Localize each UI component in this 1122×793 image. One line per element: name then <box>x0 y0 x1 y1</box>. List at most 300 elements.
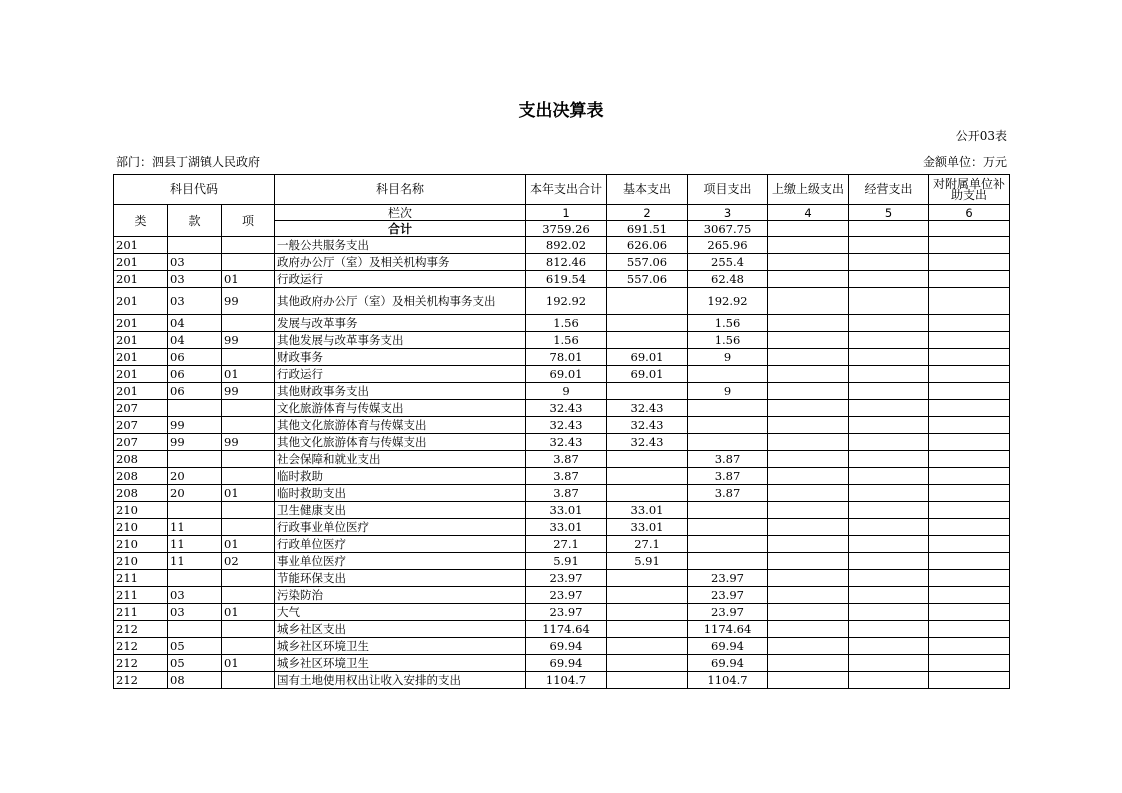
row-total: 5.91 <box>526 553 607 570</box>
row-business <box>849 400 929 417</box>
row-subsidy <box>929 288 1010 315</box>
row-subject-name: 其他政府办公厅（室）及相关机构事务支出 <box>275 288 526 315</box>
row-business <box>849 570 929 587</box>
table-row <box>114 553 1010 570</box>
header-total: 本年支出合计 <box>526 175 607 205</box>
row-total: 32.43 <box>526 400 607 417</box>
table-row <box>114 400 1010 417</box>
row-total: 33.01 <box>526 519 607 536</box>
row-xiang: 01 <box>222 536 275 553</box>
row-subsidy <box>929 468 1010 485</box>
table-row <box>114 237 1010 254</box>
row-subsidy <box>929 502 1010 519</box>
row-upper <box>768 468 849 485</box>
row-lei: 201 <box>114 315 168 332</box>
col-number-3: 3 <box>688 205 768 221</box>
row-subject-name: 文化旅游体育与传媒支出 <box>275 400 526 417</box>
department-label: 部门：泗县丁湖镇人民政府 <box>116 155 261 169</box>
row-project: 9 <box>688 383 768 400</box>
row-kuan: 11 <box>168 536 222 553</box>
row-subsidy <box>929 400 1010 417</box>
col-number-2: 2 <box>607 205 688 221</box>
row-xiang <box>222 570 275 587</box>
row-business <box>849 434 929 451</box>
row-subject-name: 事业单位医疗 <box>275 553 526 570</box>
row-lei: 207 <box>114 400 168 417</box>
row-kuan: 99 <box>168 434 222 451</box>
row-project <box>688 366 768 383</box>
row-business <box>849 553 929 570</box>
row-business <box>849 349 929 366</box>
row-subject-name: 行政运行 <box>275 271 526 288</box>
row-total: 23.97 <box>526 587 607 604</box>
row-project: 9 <box>688 349 768 366</box>
total-project: 3067.75 <box>688 221 768 237</box>
row-kuan: 04 <box>168 332 222 349</box>
table-row <box>114 434 1010 451</box>
row-subject-name: 社会保障和就业支出 <box>275 451 526 468</box>
row-business <box>849 502 929 519</box>
row-xiang <box>222 502 275 519</box>
table-row <box>114 638 1010 655</box>
row-total: 23.97 <box>526 604 607 621</box>
row-upper <box>768 417 849 434</box>
header-xiang: 项 <box>222 205 275 237</box>
row-xiang <box>222 254 275 271</box>
row-project: 23.97 <box>688 604 768 621</box>
row-basic: 69.01 <box>607 366 688 383</box>
row-total: 33.01 <box>526 502 607 519</box>
row-basic <box>607 621 688 638</box>
row-business <box>849 621 929 638</box>
row-kuan <box>168 502 222 519</box>
row-lei: 201 <box>114 254 168 271</box>
row-kuan: 20 <box>168 485 222 502</box>
row-lei: 201 <box>114 366 168 383</box>
row-project <box>688 434 768 451</box>
row-basic: 626.06 <box>607 237 688 254</box>
row-project: 265.96 <box>688 237 768 254</box>
row-subject-name: 大气 <box>275 604 526 621</box>
row-kuan: 03 <box>168 271 222 288</box>
row-subsidy <box>929 315 1010 332</box>
row-subsidy <box>929 332 1010 349</box>
row-basic: 27.1 <box>607 536 688 553</box>
row-lei: 211 <box>114 570 168 587</box>
row-subsidy <box>929 570 1010 587</box>
row-total: 619.54 <box>526 271 607 288</box>
row-subject-name: 污染防治 <box>275 587 526 604</box>
table-row <box>114 587 1010 604</box>
row-upper <box>768 519 849 536</box>
row-business <box>849 315 929 332</box>
row-kuan: 11 <box>168 553 222 570</box>
row-project: 69.94 <box>688 655 768 672</box>
header-lanci: 栏次 <box>275 205 526 221</box>
row-upper <box>768 366 849 383</box>
row-basic <box>607 672 688 689</box>
row-total: 3.87 <box>526 468 607 485</box>
row-project: 1174.64 <box>688 621 768 638</box>
row-kuan: 06 <box>168 349 222 366</box>
row-project <box>688 519 768 536</box>
row-total: 1104.7 <box>526 672 607 689</box>
row-kuan <box>168 451 222 468</box>
row-lei: 211 <box>114 604 168 621</box>
row-business <box>849 237 929 254</box>
header-project: 项目支出 <box>688 175 768 205</box>
row-total: 3.87 <box>526 451 607 468</box>
header-subsidy: 对附属单位补助支出 <box>929 175 1010 205</box>
row-business <box>849 417 929 434</box>
row-basic: 33.01 <box>607 502 688 519</box>
row-subject-name: 城乡社区环境卫生 <box>275 655 526 672</box>
row-lei: 212 <box>114 672 168 689</box>
row-upper <box>768 434 849 451</box>
row-xiang: 99 <box>222 434 275 451</box>
row-upper <box>768 502 849 519</box>
row-kuan: 99 <box>168 417 222 434</box>
row-lei: 210 <box>114 502 168 519</box>
row-total: 3.87 <box>526 485 607 502</box>
row-kuan: 03 <box>168 254 222 271</box>
row-subject-name: 城乡社区支出 <box>275 621 526 638</box>
table-row <box>114 254 1010 271</box>
row-subject-name: 一般公共服务支出 <box>275 237 526 254</box>
row-subsidy <box>929 434 1010 451</box>
row-upper <box>768 655 849 672</box>
row-subsidy <box>929 485 1010 502</box>
table-body <box>114 237 1010 689</box>
row-project: 3.87 <box>688 451 768 468</box>
table-row <box>114 451 1010 468</box>
expenditure-table <box>113 174 1010 689</box>
row-xiang <box>222 349 275 366</box>
row-project: 1.56 <box>688 332 768 349</box>
row-basic: 32.43 <box>607 434 688 451</box>
row-kuan: 03 <box>168 587 222 604</box>
row-basic: 33.01 <box>607 519 688 536</box>
row-basic: 32.43 <box>607 417 688 434</box>
row-total: 892.02 <box>526 237 607 254</box>
row-business <box>849 536 929 553</box>
row-xiang: 01 <box>222 655 275 672</box>
row-subsidy <box>929 553 1010 570</box>
row-subject-name: 卫生健康支出 <box>275 502 526 519</box>
header-upper: 上缴上级支出 <box>768 175 849 205</box>
row-kuan: 06 <box>168 366 222 383</box>
row-kuan <box>168 570 222 587</box>
row-basic <box>607 655 688 672</box>
row-basic: 69.01 <box>607 349 688 366</box>
row-subject-name: 行政单位医疗 <box>275 536 526 553</box>
row-business <box>849 254 929 271</box>
row-upper <box>768 485 849 502</box>
row-upper <box>768 672 849 689</box>
form-code: 公开03表 <box>955 129 1007 143</box>
row-lei: 201 <box>114 237 168 254</box>
row-basic <box>607 315 688 332</box>
row-subject-name: 行政运行 <box>275 366 526 383</box>
row-subject-name: 其他发展与改革事务支出 <box>275 332 526 349</box>
row-xiang: 01 <box>222 366 275 383</box>
row-subject-name: 财政事务 <box>275 349 526 366</box>
row-lei: 201 <box>114 332 168 349</box>
row-upper <box>768 553 849 570</box>
row-upper <box>768 638 849 655</box>
row-project <box>688 417 768 434</box>
row-xiang <box>222 237 275 254</box>
row-kuan: 11 <box>168 519 222 536</box>
row-xiang <box>222 417 275 434</box>
row-lei: 210 <box>114 519 168 536</box>
row-kuan: 04 <box>168 315 222 332</box>
row-lei: 212 <box>114 621 168 638</box>
header-business: 经营支出 <box>849 175 929 205</box>
row-xiang <box>222 587 275 604</box>
row-upper <box>768 400 849 417</box>
row-subject-name: 发展与改革事务 <box>275 315 526 332</box>
total-basic: 691.51 <box>607 221 688 237</box>
row-xiang <box>222 638 275 655</box>
row-upper <box>768 349 849 366</box>
header-lei: 类 <box>114 205 168 237</box>
row-total: 23.97 <box>526 570 607 587</box>
row-subsidy <box>929 451 1010 468</box>
row-basic <box>607 288 688 315</box>
row-business <box>849 383 929 400</box>
row-upper <box>768 570 849 587</box>
row-upper <box>768 315 849 332</box>
row-subject-name: 其他文化旅游体育与传媒支出 <box>275 417 526 434</box>
table-row <box>114 468 1010 485</box>
header-row-2 <box>114 205 1010 221</box>
row-project: 3.87 <box>688 485 768 502</box>
row-lei: 207 <box>114 434 168 451</box>
row-upper <box>768 536 849 553</box>
row-xiang <box>222 315 275 332</box>
row-lei: 201 <box>114 271 168 288</box>
row-lei: 208 <box>114 485 168 502</box>
header-kuan: 款 <box>168 205 222 237</box>
row-kuan: 03 <box>168 604 222 621</box>
row-lei: 207 <box>114 417 168 434</box>
row-lei: 212 <box>114 638 168 655</box>
row-business <box>849 451 929 468</box>
row-subsidy <box>929 638 1010 655</box>
table-row <box>114 519 1010 536</box>
row-basic <box>607 587 688 604</box>
row-business <box>849 519 929 536</box>
table-row <box>114 332 1010 349</box>
row-lei: 210 <box>114 536 168 553</box>
row-upper <box>768 288 849 315</box>
row-kuan <box>168 400 222 417</box>
row-basic <box>607 468 688 485</box>
row-subsidy <box>929 587 1010 604</box>
table-row <box>114 315 1010 332</box>
row-upper <box>768 587 849 604</box>
table-row <box>114 502 1010 519</box>
row-xiang <box>222 468 275 485</box>
row-lei: 201 <box>114 383 168 400</box>
row-total: 78.01 <box>526 349 607 366</box>
row-lei: 201 <box>114 349 168 366</box>
row-total: 1.56 <box>526 315 607 332</box>
row-basic <box>607 451 688 468</box>
row-project <box>688 536 768 553</box>
table-row <box>114 417 1010 434</box>
row-subsidy <box>929 604 1010 621</box>
row-total: 192.92 <box>526 288 607 315</box>
row-basic <box>607 604 688 621</box>
row-business <box>849 366 929 383</box>
row-subject-name: 行政事业单位医疗 <box>275 519 526 536</box>
row-subject-name: 国有土地使用权出让收入安排的支出 <box>275 672 526 689</box>
row-project: 192.92 <box>688 288 768 315</box>
row-lei: 208 <box>114 468 168 485</box>
row-kuan <box>168 237 222 254</box>
page-title: 支出决算表 <box>518 101 604 121</box>
row-subsidy <box>929 621 1010 638</box>
row-project: 255.4 <box>688 254 768 271</box>
table-row <box>114 288 1010 315</box>
row-subject-name: 节能环保支出 <box>275 570 526 587</box>
header-subject-code: 科目代码 <box>114 175 275 205</box>
row-xiang: 99 <box>222 383 275 400</box>
row-upper <box>768 271 849 288</box>
row-business <box>849 587 929 604</box>
row-kuan: 03 <box>168 288 222 315</box>
header-subject-name: 科目名称 <box>275 175 526 205</box>
row-business <box>849 485 929 502</box>
row-xiang <box>222 519 275 536</box>
row-xiang: 02 <box>222 553 275 570</box>
row-project: 23.97 <box>688 587 768 604</box>
row-xiang: 99 <box>222 288 275 315</box>
row-project <box>688 502 768 519</box>
row-subject-name: 临时救助支出 <box>275 485 526 502</box>
table-row <box>114 672 1010 689</box>
header-basic: 基本支出 <box>607 175 688 205</box>
table-row <box>114 570 1010 587</box>
row-project: 1.56 <box>688 315 768 332</box>
row-upper <box>768 621 849 638</box>
row-xiang: 01 <box>222 485 275 502</box>
row-subsidy <box>929 366 1010 383</box>
row-business <box>849 288 929 315</box>
row-total: 32.43 <box>526 417 607 434</box>
row-total: 32.43 <box>526 434 607 451</box>
row-subsidy <box>929 672 1010 689</box>
row-business <box>849 672 929 689</box>
row-upper <box>768 332 849 349</box>
row-subject-name: 其他财政事务支出 <box>275 383 526 400</box>
col-number-5: 5 <box>849 205 929 221</box>
row-kuan: 08 <box>168 672 222 689</box>
total-total: 3759.26 <box>526 221 607 237</box>
row-kuan: 20 <box>168 468 222 485</box>
row-business <box>849 655 929 672</box>
row-project: 1104.7 <box>688 672 768 689</box>
total-upper <box>768 221 849 237</box>
row-subject-name: 城乡社区环境卫生 <box>275 638 526 655</box>
row-subject-name: 政府办公厅（室）及相关机构事务 <box>275 254 526 271</box>
row-xiang: 99 <box>222 332 275 349</box>
row-subject-name: 临时救助 <box>275 468 526 485</box>
row-project: 3.87 <box>688 468 768 485</box>
row-business <box>849 468 929 485</box>
total-business <box>849 221 929 237</box>
row-xiang: 01 <box>222 271 275 288</box>
row-subsidy <box>929 271 1010 288</box>
row-xiang <box>222 672 275 689</box>
row-business <box>849 332 929 349</box>
row-total: 69.94 <box>526 638 607 655</box>
total-label: 合计 <box>275 221 526 237</box>
table-row <box>114 271 1010 288</box>
col-number-4: 4 <box>768 205 849 221</box>
row-kuan: 05 <box>168 655 222 672</box>
row-xiang <box>222 400 275 417</box>
row-total: 27.1 <box>526 536 607 553</box>
row-subsidy <box>929 237 1010 254</box>
row-total: 69.94 <box>526 655 607 672</box>
row-basic <box>607 383 688 400</box>
row-lei: 208 <box>114 451 168 468</box>
row-basic: 5.91 <box>607 553 688 570</box>
row-project: 69.94 <box>688 638 768 655</box>
row-kuan: 06 <box>168 383 222 400</box>
table-row <box>114 536 1010 553</box>
table-row <box>114 655 1010 672</box>
row-business <box>849 638 929 655</box>
row-project: 62.48 <box>688 271 768 288</box>
row-subsidy <box>929 383 1010 400</box>
row-subject-name: 其他文化旅游体育与传媒支出 <box>275 434 526 451</box>
row-total: 69.01 <box>526 366 607 383</box>
row-upper <box>768 604 849 621</box>
row-basic <box>607 485 688 502</box>
row-xiang <box>222 451 275 468</box>
row-business <box>849 604 929 621</box>
table-row <box>114 366 1010 383</box>
row-subsidy <box>929 519 1010 536</box>
col-number-1: 1 <box>526 205 607 221</box>
row-subsidy <box>929 655 1010 672</box>
row-basic: 557.06 <box>607 271 688 288</box>
row-basic <box>607 570 688 587</box>
table-row <box>114 621 1010 638</box>
row-kuan <box>168 621 222 638</box>
row-total: 1.56 <box>526 332 607 349</box>
row-subsidy <box>929 536 1010 553</box>
row-subsidy <box>929 417 1010 434</box>
row-subsidy <box>929 349 1010 366</box>
row-lei: 212 <box>114 655 168 672</box>
row-basic: 557.06 <box>607 254 688 271</box>
row-upper <box>768 237 849 254</box>
header-row-1 <box>114 175 1010 205</box>
table-row <box>114 604 1010 621</box>
row-subsidy <box>929 254 1010 271</box>
row-total: 9 <box>526 383 607 400</box>
row-lei: 201 <box>114 288 168 315</box>
row-lei: 210 <box>114 553 168 570</box>
row-xiang <box>222 621 275 638</box>
row-basic: 32.43 <box>607 400 688 417</box>
table-row <box>114 349 1010 366</box>
